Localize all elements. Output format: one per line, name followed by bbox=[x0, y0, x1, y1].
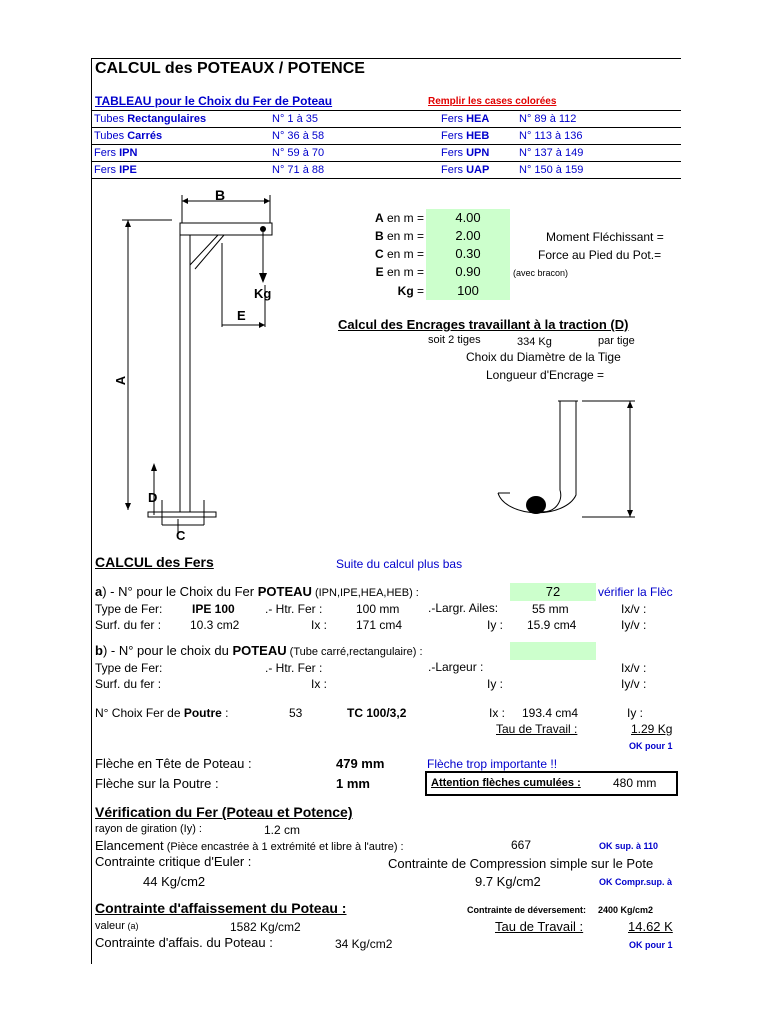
iy-label-2: Iy : bbox=[487, 677, 504, 691]
euler-label: Contrainte critique d'Euler : bbox=[95, 854, 252, 869]
iyv-label: Iy/v : bbox=[621, 618, 647, 632]
poutre-ix-label: Ix : bbox=[489, 706, 506, 720]
label-e: E bbox=[237, 308, 246, 323]
fleche-poutre-value: 1 mm bbox=[336, 776, 370, 791]
fill-colored-note: Remplir les cases colorées bbox=[428, 96, 557, 107]
ok-affais: OK pour 1 bbox=[629, 940, 673, 950]
fleche-cumul-value: 480 mm bbox=[613, 776, 657, 790]
moment-label: Moment Fléchissant = bbox=[546, 230, 664, 244]
input-label-kg: Kg = bbox=[397, 284, 424, 298]
rayon-value: 1.2 cm bbox=[264, 823, 301, 837]
poutre-label: N° Choix Fer de Poutre : bbox=[95, 706, 229, 720]
type-label: Type de Fer: bbox=[95, 602, 163, 616]
input-label-e: E en m = bbox=[375, 265, 424, 279]
label-kg: Kg bbox=[254, 286, 272, 301]
elancement-label: Elancement (Pièce encastrée à 1 extrémité et libre à l'autre) : bbox=[95, 838, 404, 853]
choix-diametre: Choix du Diamètre de la Tige bbox=[466, 350, 621, 364]
fleche-tete-value: 479 mm bbox=[336, 756, 385, 771]
ixv-label-2: Ix/v : bbox=[621, 661, 647, 675]
attention-box bbox=[425, 771, 678, 796]
largr-value: 55 mm bbox=[532, 602, 569, 616]
valeur-label: valeur (a) bbox=[95, 920, 139, 932]
label-b: B bbox=[215, 187, 226, 203]
longueur-encrage: Longueur d'Encrage = bbox=[486, 368, 605, 382]
affais-value: 34 Kg/cm2 bbox=[335, 937, 393, 951]
tau-affais-value: 14.62 K bbox=[628, 919, 673, 934]
poutre-type: TC 100/3,2 bbox=[347, 706, 407, 720]
affais-label: Contrainte d'affais. du Poteau : bbox=[95, 935, 273, 950]
euler-value: 44 Kg/cm2 bbox=[143, 874, 206, 889]
ok-sup: OK sup. à 110 bbox=[599, 841, 659, 851]
tableau-heading: TABLEAU pour le Choix du Fer de Poteau bbox=[95, 94, 333, 108]
tau-value: 1.29 Kg bbox=[631, 722, 673, 736]
elancement-value: 667 bbox=[511, 838, 532, 852]
valeur-value: 1582 Kg/cm2 bbox=[230, 920, 301, 934]
sheet-left-border bbox=[91, 58, 92, 964]
force-label: Force au Pied du Pot.= bbox=[538, 248, 662, 262]
input-label-c: C en m = bbox=[374, 247, 424, 261]
tube-choice-label: b) - N° pour le choix du POTEAU (Tube carré,rectangulaire) : bbox=[95, 643, 423, 658]
poutre-ix-value: 193.4 cm4 bbox=[522, 706, 579, 720]
sheet-top-border bbox=[91, 58, 681, 59]
input-kg-value[interactable]: 100 bbox=[426, 281, 510, 300]
iyv-label-2: Iy/v : bbox=[621, 677, 647, 691]
suite-calcul: Suite du calcul plus bas bbox=[336, 557, 463, 571]
htr-label: .- Htr. Fer : bbox=[265, 602, 323, 616]
surf-value: 10.3 cm2 bbox=[190, 618, 240, 632]
ok-compr: OK Compr.sup. à bbox=[599, 877, 673, 887]
tau-label: Tau de Travail : bbox=[496, 722, 578, 736]
table-row: Tubes Rectangulaires N° 1 à 35 Fers HEA N° 89 à 112 bbox=[91, 111, 681, 128]
compression-label: Contrainte de Compression simple sur le Pote bbox=[388, 856, 654, 871]
bracon-label: (avec bracon) bbox=[513, 268, 569, 278]
type-label-2: Type de Fer: bbox=[95, 661, 163, 675]
poutre-iy-label: Iy : bbox=[627, 706, 644, 720]
table-row: Tubes Carrés N° 36 à 58 Fers HEB N° 113 à 136 bbox=[91, 128, 681, 145]
input-c-value[interactable]: 0.30 bbox=[426, 245, 510, 263]
input-label-a: A en m = bbox=[374, 211, 424, 225]
table-row: Fers IPN N° 59 à 70 Fers UPN N° 137 à 149 bbox=[91, 145, 681, 162]
potence-diagram bbox=[100, 185, 330, 545]
htr-label-2: .- Htr. Fer : bbox=[265, 661, 323, 675]
fleche-tete-label: Flèche en Tête de Poteau : bbox=[95, 756, 252, 771]
ix-value: 171 cm4 bbox=[356, 618, 403, 632]
attention-label: Attention flèches cumulées : bbox=[431, 777, 581, 789]
encrages-title: Calcul des Encrages travaillant à la traction (D) bbox=[338, 317, 629, 332]
input-e-value[interactable]: 0.90 bbox=[426, 263, 510, 281]
fleche-poutre-label: Flèche sur la Poutre : bbox=[95, 776, 219, 791]
ix-label-2: Ix : bbox=[311, 677, 328, 691]
tiges-kg: 334 Kg bbox=[517, 336, 552, 348]
affaissement-title: Contrainte d'affaissement du Poteau : bbox=[95, 900, 347, 916]
input-b-value[interactable]: 2.00 bbox=[426, 227, 510, 245]
deversement-label: Contrainte de déversement: bbox=[467, 905, 587, 915]
poutre-value: 53 bbox=[289, 706, 303, 720]
verifier-fleche: vérifier la Flèc bbox=[598, 585, 673, 599]
poteau-choice-input[interactable]: 72 bbox=[510, 583, 596, 601]
label-a: A bbox=[113, 375, 129, 386]
tau-affais-label: Tau de Travail : bbox=[495, 919, 584, 934]
deversement-value: 2400 Kg/cm2 bbox=[598, 905, 654, 915]
surf-label: Surf. du fer : bbox=[95, 618, 162, 632]
ok-pour: OK pour 1 bbox=[629, 741, 673, 751]
poteau-choice-label: a) - N° pour le Choix du Fer POTEAU (IPN,IPE,HEA,HEB) : bbox=[95, 584, 419, 599]
label-d: D bbox=[148, 490, 158, 505]
anchor-hook-diagram bbox=[490, 395, 650, 535]
htr-value: 100 mm bbox=[356, 602, 400, 616]
compression-value: 9.7 Kg/cm2 bbox=[475, 874, 541, 889]
iy-value: 15.9 cm4 bbox=[527, 618, 577, 632]
tube-choice-input[interactable] bbox=[510, 642, 596, 660]
rayon-label: rayon de giration (Iy) : bbox=[95, 823, 202, 835]
verification-title: Vérification du Fer (Poteau et Potence) bbox=[95, 804, 353, 820]
table-row: Fers IPE N° 71 à 88 Fers UAP N° 150 à 159 bbox=[91, 162, 681, 179]
label-c: C bbox=[176, 528, 186, 543]
ixv-label: Ix/v : bbox=[621, 602, 647, 616]
tiges-label: soit 2 tiges bbox=[428, 334, 481, 346]
fleche-trop: Flèche trop importante !! bbox=[427, 757, 558, 771]
largr-label: .-Largr. Ailes: bbox=[428, 601, 499, 615]
page-title: CALCUL des POTEAUX / POTENCE bbox=[95, 60, 365, 77]
ix-label: Ix : bbox=[311, 618, 328, 632]
par-tige: par tige bbox=[598, 335, 635, 347]
type-value: IPE 100 bbox=[192, 602, 235, 616]
input-label-b: B en m = bbox=[374, 229, 424, 243]
surf-label-2: Surf. du fer : bbox=[95, 677, 162, 691]
largeur-label-2: .-Largeur : bbox=[428, 660, 484, 674]
input-a-value[interactable]: 4.00 bbox=[426, 209, 510, 227]
iy-label: Iy : bbox=[487, 618, 504, 632]
fers-title: CALCUL des Fers bbox=[95, 554, 214, 570]
